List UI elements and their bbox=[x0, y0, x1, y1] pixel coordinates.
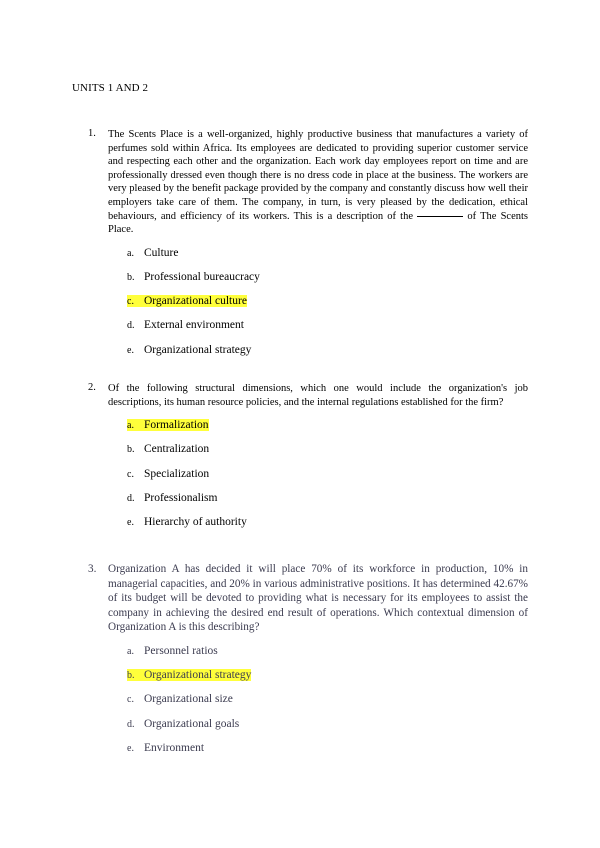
option-b[interactable]: b. Professional bureaucracy bbox=[127, 270, 260, 283]
question-1 bbox=[88, 128, 528, 368]
option-d[interactable]: d. External environment bbox=[127, 319, 244, 332]
question-3 bbox=[88, 562, 528, 766]
option-c[interactable]: c. Organizational size bbox=[127, 693, 233, 706]
question-2 bbox=[88, 382, 528, 540]
question-number: 1. bbox=[88, 128, 96, 139]
question-text: Organization A has decided it will place 70% of its workforce in production, 10% in managerial capacities, and 20% in various administrative positions. It has determined 42.67% of its budget will be devoted to providing what is necessary for its employees to assist the company in achieving the desired end result of operations. Which contextual dimension of Organization A is this describing? bbox=[108, 563, 528, 634]
option-a[interactable]: a. Formalization bbox=[127, 419, 209, 432]
option-e[interactable]: e. Organizational strategy bbox=[127, 343, 252, 356]
question-text: Of the following structural dimensions, which one would include the organization's job descriptions, its human resource policies, and the internal regulations established for the firm? bbox=[108, 383, 528, 408]
question-number: 3. bbox=[88, 563, 97, 575]
options-list bbox=[127, 247, 528, 368]
option-c[interactable]: c. Organizational culture bbox=[127, 295, 247, 308]
answer-blank bbox=[417, 216, 463, 217]
options-list bbox=[127, 645, 528, 766]
options-list bbox=[127, 419, 528, 540]
option-a[interactable]: a. Personnel ratios bbox=[127, 644, 218, 657]
option-c[interactable]: c. Specialization bbox=[127, 467, 210, 480]
question-text: The Scents Place is a well-organized, highly productive business that manufactures a variety of perfumes sold within Africa. Its employees are dedicated to providing superior customer service and respecting each other and the organization. Each work day employees report on time and are professionally dressed even though there is no dress code in place at the business. The workers are very pleased by the benefit package provided by the company and constantly discuss how well their employers take care of them. The company, in turn, is very pleased by the dedication, ethical behaviours, and efficiency of its workers. This is a description of the of The Scents Place. bbox=[108, 129, 528, 236]
option-d[interactable]: d. Organizational goals bbox=[127, 717, 240, 730]
page-title: UNITS 1 AND 2 bbox=[72, 82, 149, 94]
question-number: 2. bbox=[88, 382, 96, 393]
option-b[interactable]: b. Organizational strategy bbox=[127, 669, 252, 682]
option-d[interactable]: d. Professionalism bbox=[127, 491, 218, 504]
option-b[interactable]: b. Centralization bbox=[127, 443, 210, 456]
option-e[interactable]: e. Environment bbox=[127, 741, 205, 754]
option-e[interactable]: e. Hierarchy of authority bbox=[127, 515, 247, 528]
option-a[interactable]: a. Culture bbox=[127, 246, 179, 259]
